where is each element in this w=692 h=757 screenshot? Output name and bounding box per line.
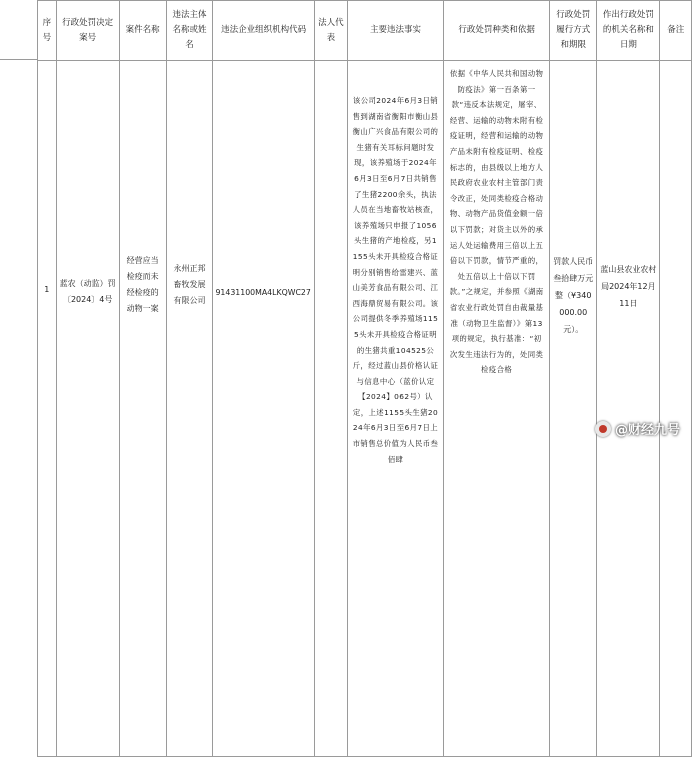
header-credit-code: 违法企业组织机构代码	[213, 1, 314, 61]
cell-decision-no: 蓝农（动监）罚〔2024〕4号	[56, 61, 119, 757]
penalty-table	[37, 0, 692, 757]
header-authority-date: 作出行政处罚的机关名称和日期	[597, 1, 660, 61]
header-penalty-method: 行政处罚履行方式和期限	[550, 1, 597, 61]
header-subject-name: 违法主体名称或姓名	[166, 1, 213, 61]
header-penalty-basis: 行政处罚种类和依据	[443, 1, 549, 61]
circle-logo-icon	[595, 421, 611, 437]
watermark	[595, 419, 680, 438]
header-row	[38, 1, 692, 61]
header-remarks: 备注	[660, 1, 692, 61]
header-legal-rep: 法人代表	[314, 1, 347, 61]
table-row	[38, 61, 692, 757]
watermark-text: @财经九号	[614, 423, 680, 438]
cell-main-facts: 该公司2024年6月3日销售到湖南省衡阳市衡山县衡山广兴食品有限公司的生猪有关耳标问题时发现，该养殖场于2024年6月3日至6月7日共销售了生猪2200余头，执法人员在当地畜牧站核查，该养殖场只申报了1056头生猪的产地检疫，另1155头未开具检疫合格证明分别销售给雷建兴、蓝山美芳食品有限公司、江西海鼎贸易有限公司。该公司提供冬季养殖场1155头未开具检疫合格证明的生猪共重104525公斤，经过蓝山县价格认证与信息中心（蓝价认定【2024】062号）认定，上述1155头生猪2024年6月3日至6月7日上市销售总价值为人民币叁佰肆	[348, 61, 444, 757]
cell-penalty-method: 罚款人民币叁拾肆万元整（¥340000.00元）。	[550, 61, 597, 757]
cell-serial: 1	[38, 61, 57, 757]
header-serial: 序号	[38, 1, 57, 61]
cell-case-name: 经营应当检疫而未经检疫的动物一案	[119, 61, 166, 757]
header-case-name: 案件名称	[119, 1, 166, 61]
header-main-facts: 主要违法事实	[348, 1, 444, 61]
cell-credit-code: 91431100MA4LKQWC27	[213, 61, 314, 757]
left-margin-column	[0, 0, 38, 444]
cell-legal-rep	[314, 61, 347, 757]
cell-remarks	[660, 61, 692, 757]
cell-penalty-basis: 依据《中华人民共和国动物防疫法》第一百条第一款“违反本法规定，屠宰、经营、运输的动物未附有检疫证明，经营和运输的动物产品未附有检疫证明、检疫标志的，由县级以上地方人民政府农业农村主管部门责令改正，处同类检疫合格动物、动物产品货值金额一倍以下罚款；对货主以外的承运人处运输费用三倍以上五倍以下罚款，情节严重的，处五倍以上十倍以下罚款。”之规定，并参照《湖南省农业行政处罚自由裁量基准（动物卫生监督）》第13项的规定，执行基准：“初次发生违法行为的，处同类检疫合格	[443, 61, 549, 757]
header-divider	[0, 59, 37, 60]
cell-authority-date: 蓝山县农业农村局2024年12月11日	[597, 61, 660, 757]
header-decision-no: 行政处罚决定案号	[56, 1, 119, 61]
cell-subject-name: 永州正邦畜牧发展有限公司	[166, 61, 213, 757]
